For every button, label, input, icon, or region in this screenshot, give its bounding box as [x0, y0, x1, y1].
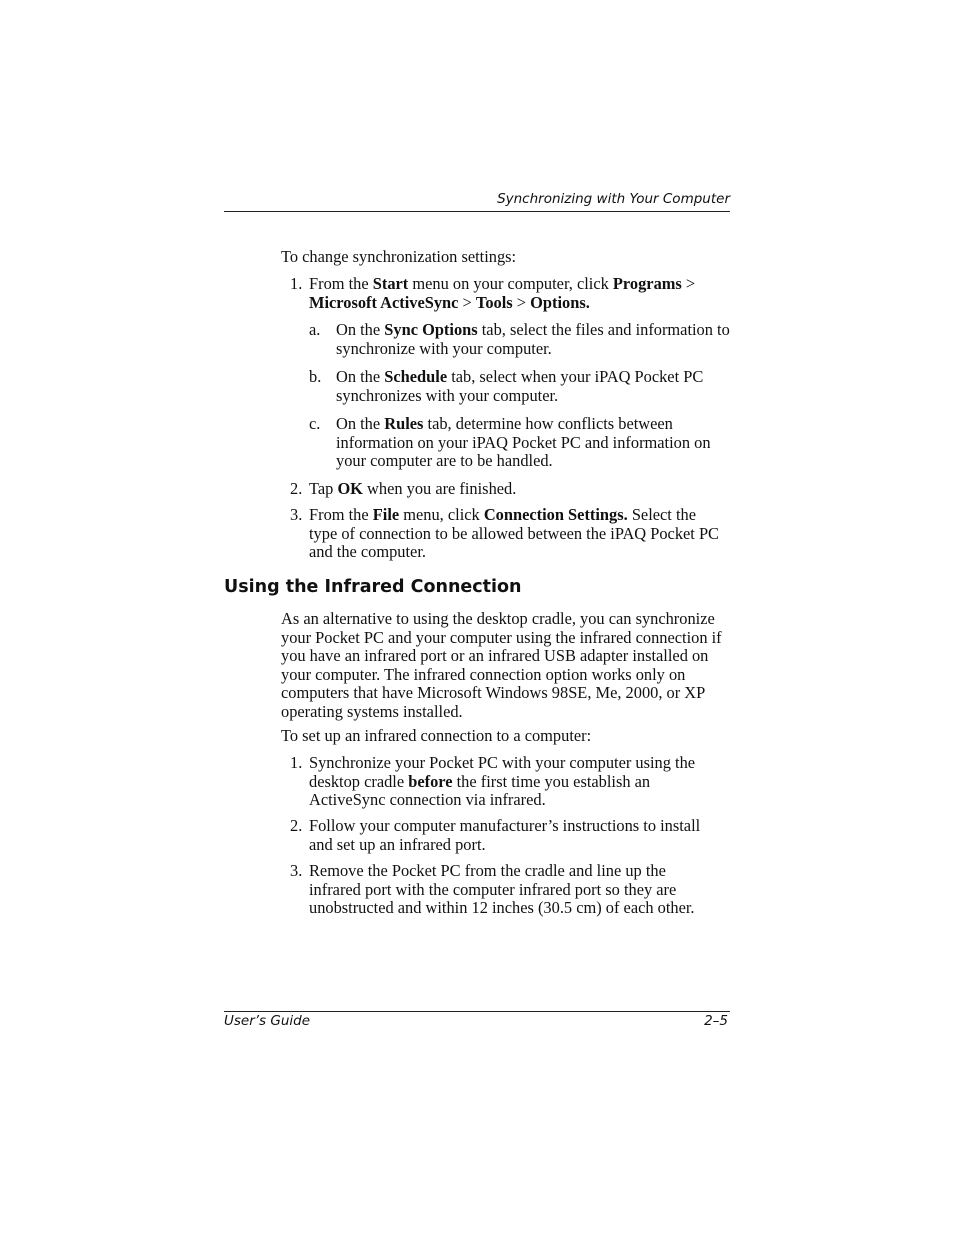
- sync-step-2: [281, 480, 731, 499]
- header-rule: [224, 211, 730, 212]
- footer-guide-title: User’s Guide: [224, 1013, 311, 1029]
- page-number: 2–5: [704, 1013, 728, 1029]
- step-number: 3.: [290, 861, 303, 880]
- step-text: From the File menu, click Connection Settings. Select the type of connection to be allowed between the iPAQ Pocket PC and the computer.: [309, 505, 719, 561]
- step-number: 3.: [290, 505, 303, 524]
- step-text: From the Start menu on your computer, click Programs > Microsoft ActiveSync > Tools > Options.: [309, 274, 696, 312]
- sync-settings-intro: To change synchronization settings:: [281, 247, 517, 266]
- substep-text: On the Sync Options tab, select the files and information to synchronize with your computer.: [336, 320, 730, 358]
- step-text: Synchronize your Pocket PC with your computer using the desktop cradle before the first time you establish an ActiveSync connection via infrared.: [309, 753, 696, 809]
- step-number: 2.: [290, 816, 303, 835]
- infrared-paragraph: As an alternative to using the desktop cradle, you can synchronize your Pocket PC and your computer using the infrared connection if you have an infrared port or an infrared USB adapter installed on your computer. The infrared connection option works only on computers that have Microsoft Windows 98SE, Me, 2000, or XP operating systems installed.: [281, 609, 722, 721]
- sync-step-3: [281, 506, 731, 562]
- footer-rule: [224, 1011, 730, 1012]
- sync-step-1: [281, 275, 731, 312]
- running-header: Synchronizing with Your Computer: [497, 191, 730, 207]
- sync-substep-c: [309, 415, 731, 471]
- step-text: Tap OK when you are finished.: [309, 479, 517, 498]
- substep-text: On the Rules tab, determine how conflicts between information on your iPAQ Pocket PC and information on your computer are to be handled.: [336, 414, 711, 470]
- substep-letter: c.: [309, 414, 321, 433]
- sync-substep-a: [309, 321, 731, 358]
- substep-text: On the Schedule tab, select when your iPAQ Pocket PC synchronizes with your computer.: [336, 367, 704, 405]
- step-number: 1.: [290, 753, 303, 772]
- infrared-intro: To set up an infrared connection to a computer:: [281, 726, 592, 745]
- step-text: Follow your computer manufacturer’s instructions to install and set up an infrared port.: [309, 816, 701, 854]
- infrared-step-1: [281, 754, 731, 810]
- substep-letter: a.: [309, 320, 321, 339]
- infrared-step-2: [281, 817, 731, 854]
- step-text: Remove the Pocket PC from the cradle and line up the infrared port with the computer infrared port so they are unobstructed and within 12 inches (30.5 cm) of each other.: [309, 861, 695, 917]
- step-number: 1.: [290, 274, 303, 293]
- sync-substep-b: [309, 368, 731, 405]
- substep-letter: b.: [309, 367, 322, 386]
- step-number: 2.: [290, 479, 303, 498]
- section-heading: Using the Infrared Connection: [224, 577, 522, 597]
- infrared-step-3: [281, 862, 731, 918]
